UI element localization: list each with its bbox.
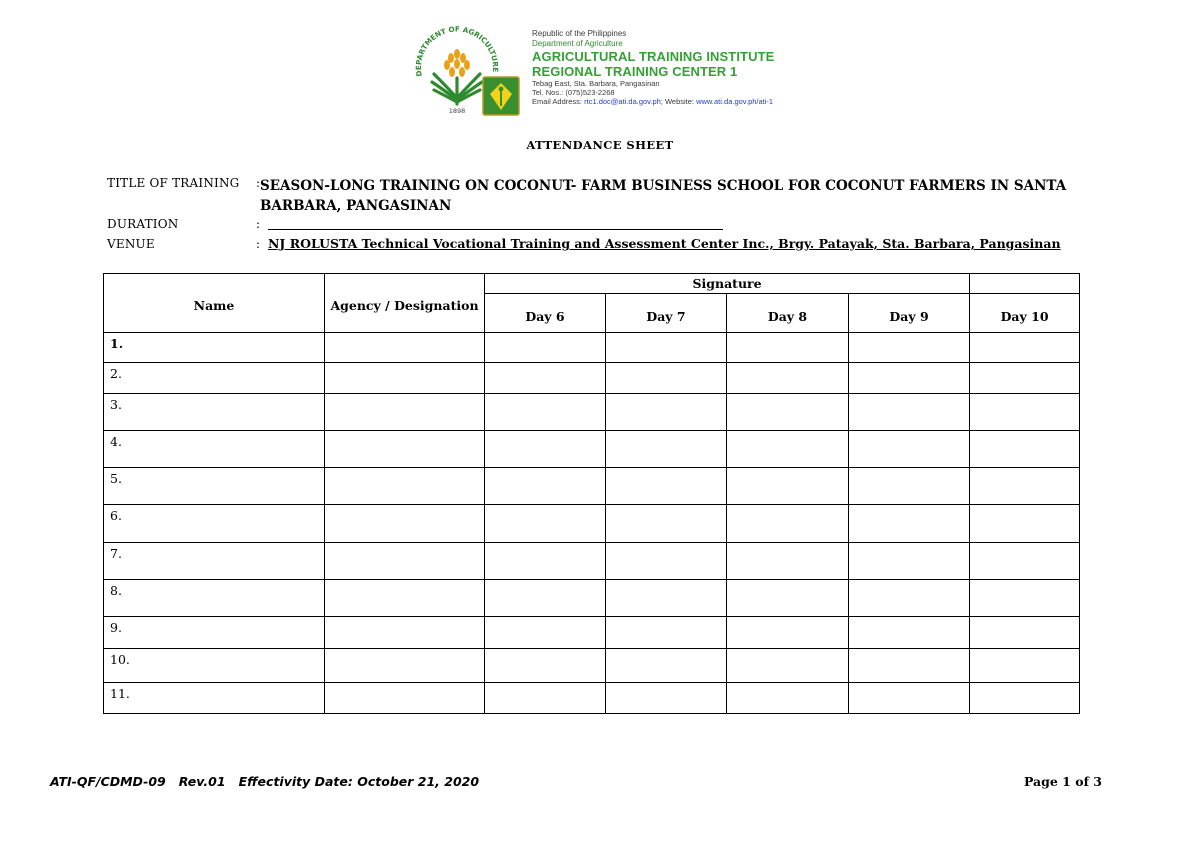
day-7-signature-cell[interactable] <box>606 394 727 431</box>
agency-cell[interactable] <box>325 363 485 394</box>
seal-year: 1898 <box>448 107 466 114</box>
table-row <box>104 683 1080 714</box>
day-7-signature-cell[interactable] <box>606 363 727 394</box>
duration-field[interactable] <box>268 229 723 230</box>
day-6-signature-cell[interactable] <box>485 580 606 617</box>
agency-cell[interactable] <box>325 468 485 505</box>
day-7-signature-cell[interactable] <box>606 617 727 649</box>
day-10-signature-cell[interactable] <box>970 468 1080 505</box>
day-8-signature-cell[interactable] <box>727 505 849 543</box>
row-number: 2. <box>104 363 325 394</box>
document-title: ATTENDANCE SHEET <box>526 138 674 152</box>
agency-cell[interactable] <box>325 333 485 363</box>
address-line: Tebag East, Sta. Barbara, Pangasinan <box>532 79 660 88</box>
day-9-signature-cell[interactable] <box>849 468 970 505</box>
day-6-signature-cell[interactable] <box>485 683 606 714</box>
attendance-rows <box>104 333 1080 714</box>
table-row <box>104 649 1080 683</box>
day-10-signature-cell[interactable] <box>970 543 1080 580</box>
agency-cell[interactable] <box>325 394 485 431</box>
header-agency: Agency / Designation <box>325 274 485 333</box>
day-7-signature-cell[interactable] <box>606 468 727 505</box>
letterhead-text <box>532 30 774 107</box>
day-7-signature-cell[interactable] <box>606 649 727 683</box>
day-9-signature-cell[interactable] <box>849 649 970 683</box>
day-8-signature-cell[interactable] <box>727 363 849 394</box>
day-7-signature-cell[interactable] <box>606 333 727 363</box>
republic-line: Republic of the Philippines <box>532 29 627 38</box>
day-7-signature-cell[interactable] <box>606 505 727 543</box>
day-10-signature-cell[interactable] <box>970 431 1080 468</box>
day-9-signature-cell[interactable] <box>849 394 970 431</box>
row-number: 7. <box>104 543 325 580</box>
svg-text:DEPARTMENT OF AGRICULTURE: DEPARTMENT OF AGRICULTURE <box>414 24 500 78</box>
row-number: 11. <box>104 683 325 714</box>
agency-cell[interactable] <box>325 580 485 617</box>
day-8-signature-cell[interactable] <box>727 683 849 714</box>
form-code: ATI-QF/CDMD-09 Rev.01 Effectivity Date: October 21, 2020 <box>50 774 480 789</box>
table-row <box>104 333 1080 363</box>
venue-colon: : <box>256 237 261 251</box>
table-row <box>104 431 1080 468</box>
venue-value: NJ ROLUSTA Technical Vocational Training and Assessment Center Inc., Brgy. Patayak, Sta. Barbara, Pangasinan <box>268 236 1061 251</box>
center-name: REGIONAL TRAINING CENTER 1 <box>532 64 738 79</box>
day-9-signature-cell[interactable] <box>849 580 970 617</box>
day-7-signature-cell[interactable] <box>606 683 727 714</box>
day-6-signature-cell[interactable] <box>485 649 606 683</box>
day-6-signature-cell[interactable] <box>485 363 606 394</box>
day-6-signature-cell[interactable] <box>485 394 606 431</box>
day-8-signature-cell[interactable] <box>727 333 849 363</box>
department-line: Department of Agriculture <box>532 39 623 48</box>
row-number: 3. <box>104 394 325 431</box>
tel-line: Tel. Nos.: (075)523-2268 <box>532 88 615 97</box>
row-number: 5. <box>104 468 325 505</box>
row-number: 4. <box>104 431 325 468</box>
day-6-signature-cell[interactable] <box>485 543 606 580</box>
day-10-signature-cell[interactable] <box>970 333 1080 363</box>
day-10-signature-cell[interactable] <box>970 683 1080 714</box>
training-label: TITLE OF TRAINING <box>107 176 240 190</box>
duration-colon: : <box>256 217 261 231</box>
training-colon: : <box>256 176 261 190</box>
table-row <box>104 543 1080 580</box>
ati-logo-icon <box>482 76 520 116</box>
day-7-signature-cell[interactable] <box>606 431 727 468</box>
table-row <box>104 580 1080 617</box>
day-9-signature-cell[interactable] <box>849 363 970 394</box>
day-9-signature-cell[interactable] <box>849 431 970 468</box>
venue-label: VENUE <box>107 237 155 251</box>
agency-cell[interactable] <box>325 649 485 683</box>
training-title: SEASON-LONG TRAINING ON COCONUT- FARM BUSINESS SCHOOL FOR COCONUT FARMERS IN SANTA BARBARA, PANGASINAN <box>260 178 1067 214</box>
day-9-signature-cell[interactable] <box>849 543 970 580</box>
row-number: 9. <box>104 617 325 649</box>
agency-cell[interactable] <box>325 617 485 649</box>
day-8-signature-cell[interactable] <box>727 431 849 468</box>
table-row <box>104 363 1080 394</box>
day-10-signature-cell[interactable] <box>970 363 1080 394</box>
day-9-signature-cell[interactable] <box>849 617 970 649</box>
header-signature: Signature <box>485 274 970 294</box>
day-10-signature-cell[interactable] <box>970 617 1080 649</box>
day-8-signature-cell[interactable] <box>727 649 849 683</box>
institute-name: AGRICULTURAL TRAINING INSTITUTE <box>532 49 775 64</box>
day-9-signature-cell[interactable] <box>849 505 970 543</box>
agency-cell[interactable] <box>325 505 485 543</box>
day-8-signature-cell[interactable] <box>727 543 849 580</box>
day-7-signature-cell[interactable] <box>606 543 727 580</box>
table-row <box>104 468 1080 505</box>
day-10-signature-cell[interactable] <box>970 505 1080 543</box>
day-6-signature-cell[interactable] <box>485 617 606 649</box>
page-number: Page 1 of 3 <box>1023 774 1102 789</box>
day-6-signature-cell[interactable] <box>485 505 606 543</box>
duration-label: DURATION <box>107 217 179 231</box>
agency-cell[interactable] <box>325 683 485 714</box>
header-day: Day 10 <box>970 294 1080 333</box>
day-6-signature-cell[interactable] <box>485 468 606 505</box>
day-8-signature-cell[interactable] <box>727 580 849 617</box>
table-row <box>104 505 1080 543</box>
attendance-table <box>103 273 1080 714</box>
header-day: Day 9 <box>849 294 970 333</box>
day-8-signature-cell[interactable] <box>727 468 849 505</box>
website-label: ; Website: <box>660 97 697 106</box>
day-10-signature-cell[interactable] <box>970 580 1080 617</box>
email-link[interactable]: rtc1.doc@ati.da.gov.ph <box>584 97 661 106</box>
row-number: 8. <box>104 580 325 617</box>
header-day: Day 6 <box>485 294 606 333</box>
day-6-signature-cell[interactable] <box>485 333 606 363</box>
table-row <box>104 617 1080 649</box>
table-row <box>104 394 1080 431</box>
website-link[interactable]: www.ati.da.gov.ph/ati-1 <box>696 97 774 106</box>
agency-cell[interactable] <box>325 431 485 468</box>
day-6-signature-cell[interactable] <box>485 431 606 468</box>
day-8-signature-cell[interactable] <box>727 394 849 431</box>
header-day: Day 8 <box>727 294 849 333</box>
day-9-signature-cell[interactable] <box>849 333 970 363</box>
header-day: Day 7 <box>606 294 727 333</box>
header-name: Name <box>104 274 325 333</box>
agency-cell[interactable] <box>325 543 485 580</box>
email-label: Email Address: <box>532 97 585 106</box>
day-8-signature-cell[interactable] <box>727 617 849 649</box>
day-10-signature-cell[interactable] <box>970 394 1080 431</box>
contact-line <box>532 98 774 107</box>
day-7-signature-cell[interactable] <box>606 580 727 617</box>
row-number: 1. <box>104 333 325 363</box>
header-signature-blank <box>970 274 1080 294</box>
row-number: 10. <box>104 649 325 683</box>
day-9-signature-cell[interactable] <box>849 683 970 714</box>
day-10-signature-cell[interactable] <box>970 649 1080 683</box>
row-number: 6. <box>104 505 325 543</box>
